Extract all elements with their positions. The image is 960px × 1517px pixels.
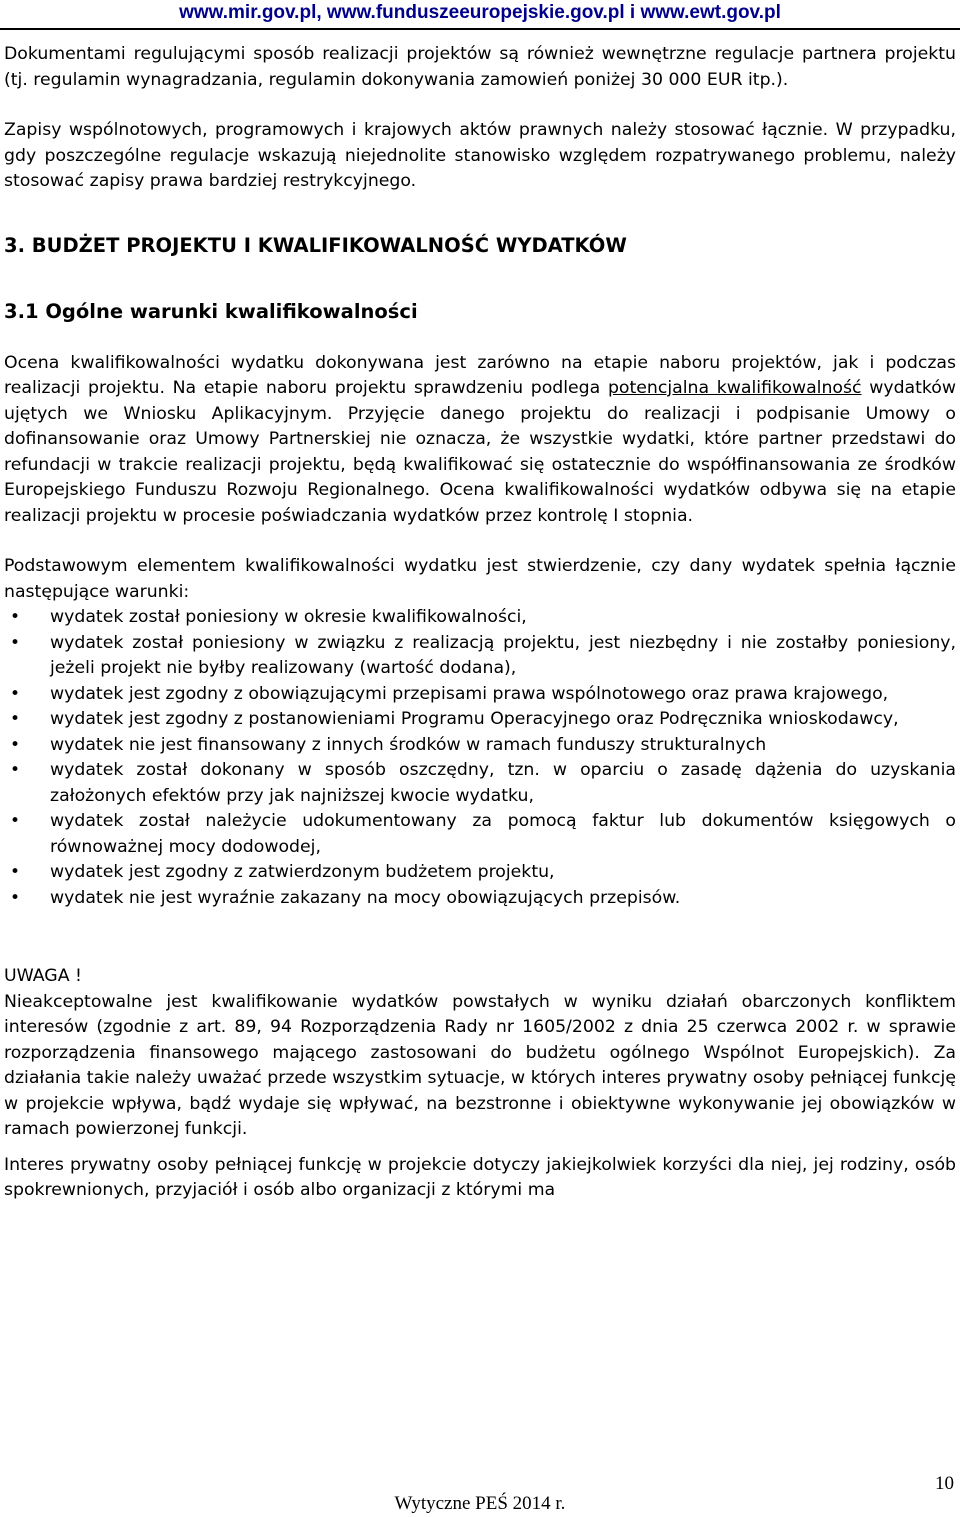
underlined-term: potencjalna kwalifikowalność — [607, 378, 862, 398]
page-header — [0, 2, 960, 24]
link-ewt[interactable]: www.ewt.gov.pl — [640, 2, 781, 23]
list-item: • wydatek został dokonany w sposób oszczędny, tzn. w oparciu o zasadę dążenia do uzyskania założonych efektów przy jak najniższej kwocie wydatku, — [4, 758, 956, 809]
list-item: • wydatek został poniesiony w okresie kwalifikowalności, — [4, 605, 956, 631]
paragraph-conflict-of-interest: Nieakceptowalne jest kwalifikowanie wydatków powstałych w wyniku działań obarczonych konfliktem interesów (zgodnie z art. 89, 94 Rozporządzenia Rady nr 1605/2002 z dnia 25 czerwca 2002 r. w sprawie rozporządzenia finansowego mającego zastosowani do budżetu ogólnego Wspólnot Europejskich). Za działania takie należy uważać przede wszystkim sytuacje, w których interes prywatny osoby pełniącej funkcję w projekcie wpływa, bądź wydaje się wpływać, na bezstronne i obiektywne wykonywanie jej obowiązków w ramach powierzonej funkcji. — [4, 991, 956, 1139]
header-separator: i — [629, 2, 636, 23]
conditions-list — [4, 605, 956, 911]
paragraph-conditions-intro: Podstawowym elementem kwalifikowalności wydatku jest stwierdzenie, czy dany wydatek spełnia łącznie następujące warunki: — [4, 556, 956, 602]
list-item: • wydatek nie jest finansowany z innych środków w ramach funduszy strukturalnych — [4, 733, 956, 759]
page-number: 10 — [935, 1473, 954, 1494]
text-run: wydatków ujętych we Wniosku Aplikacyjnym. Przyjęcie danego projektu do realizacji i podpisanie Umowy o dofinansowanie oraz Umowy Partnerskiej nie oznacza, że wszystkie wydatki, które partner przedstawi do refundacji w trakcie realizacji projektu, będą kwalifikować się ostatecznie do współfinansowania ze środków Europejskiego Funduszu Rozwoju Regionalnego. Ocena kwalifikowalności wydatków odbywa się na etapie realizacji projektu w procesie poświadczania wydatków przez kontrolę I stopnia. — [4, 378, 956, 526]
paragraph-private-interest: Interes prywatny osoby pełniącej funkcję w projekcie dotyczy jakiejkolwiek korzyści dla niej, jej rodziny, osób spokrewnionych, przyjaciół i osób albo organizacji z którymi ma — [4, 1154, 956, 1200]
paragraph-eligibility-assessment — [4, 351, 956, 530]
list-item: • wydatek jest zgodny z zatwierdzonym budżetem projektu, — [4, 860, 956, 886]
paragraph-legal-acts: Zapisy wspólnotowych, programowych i krajowych aktów prawnych należy stosować łącznie. W przypadku, gdy poszczególne regulacje wskazują niejednolite stanowisko względem rozpatrywanego problemu, należy stosować zapisy prawa bardziej restrykcyjnego. — [4, 120, 956, 191]
subsection-heading-eligibility: 3.1 Ogólne warunki kwalifikowalności — [4, 299, 418, 323]
header-separator: , — [316, 2, 322, 23]
link-funduszeeuropejskie[interactable]: www.funduszeeuropejskie.gov.pl — [326, 2, 625, 23]
link-mir[interactable]: www.mir.gov.pl — [179, 2, 317, 23]
list-item: • wydatek nie jest wyraźnie zakazany na mocy obowiązujących przepisów. — [4, 886, 956, 912]
list-item: • wydatek jest zgodny z postanowieniami Programu Operacyjnego oraz Podręcznika wnioskodawcy, — [4, 707, 956, 733]
section-heading-budget: 3. BUDŻET PROJEKTU I KWALIFIKOWALNOŚĆ WYDATKÓW — [4, 233, 627, 257]
text-run: Ocena kwalifikowalności wydatku dokonywana jest zarówno na etapie naboru projektów, jak i podczas realizacji projektu. Na etapie naboru projektu sprawdzeniu podlega — [4, 352, 956, 398]
warning-label: UWAGA ! — [4, 966, 82, 986]
list-item: • wydatek został należycie udokumentowany za pomocą faktur lub dokumentów księgowych o równoważnej mocy dodowodej, — [4, 809, 956, 860]
paragraph-internal-regulations: Dokumentami regulującymi sposób realizacji projektów są również wewnętrzne regulacje partnera projektu (tj. regulamin wynagradzania, regulamin dokonywania zamowień poniżej 30 000 EUR itp.). — [4, 44, 956, 90]
list-item: • wydatek został poniesiony w związku z realizacją projektu, jest niezbędny i nie zostałby poniesiony, jeżeli projekt nie byłby realizowany (wartość dodana), — [4, 631, 956, 682]
header-rule — [0, 28, 960, 30]
document-body — [4, 42, 956, 1204]
list-item: • wydatek jest zgodny z obowiązującymi przepisami prawa wspólnotowego oraz prawa krajowego, — [4, 682, 956, 708]
footer-title: Wytyczne PEŚ 2014 r. — [394, 1493, 566, 1514]
